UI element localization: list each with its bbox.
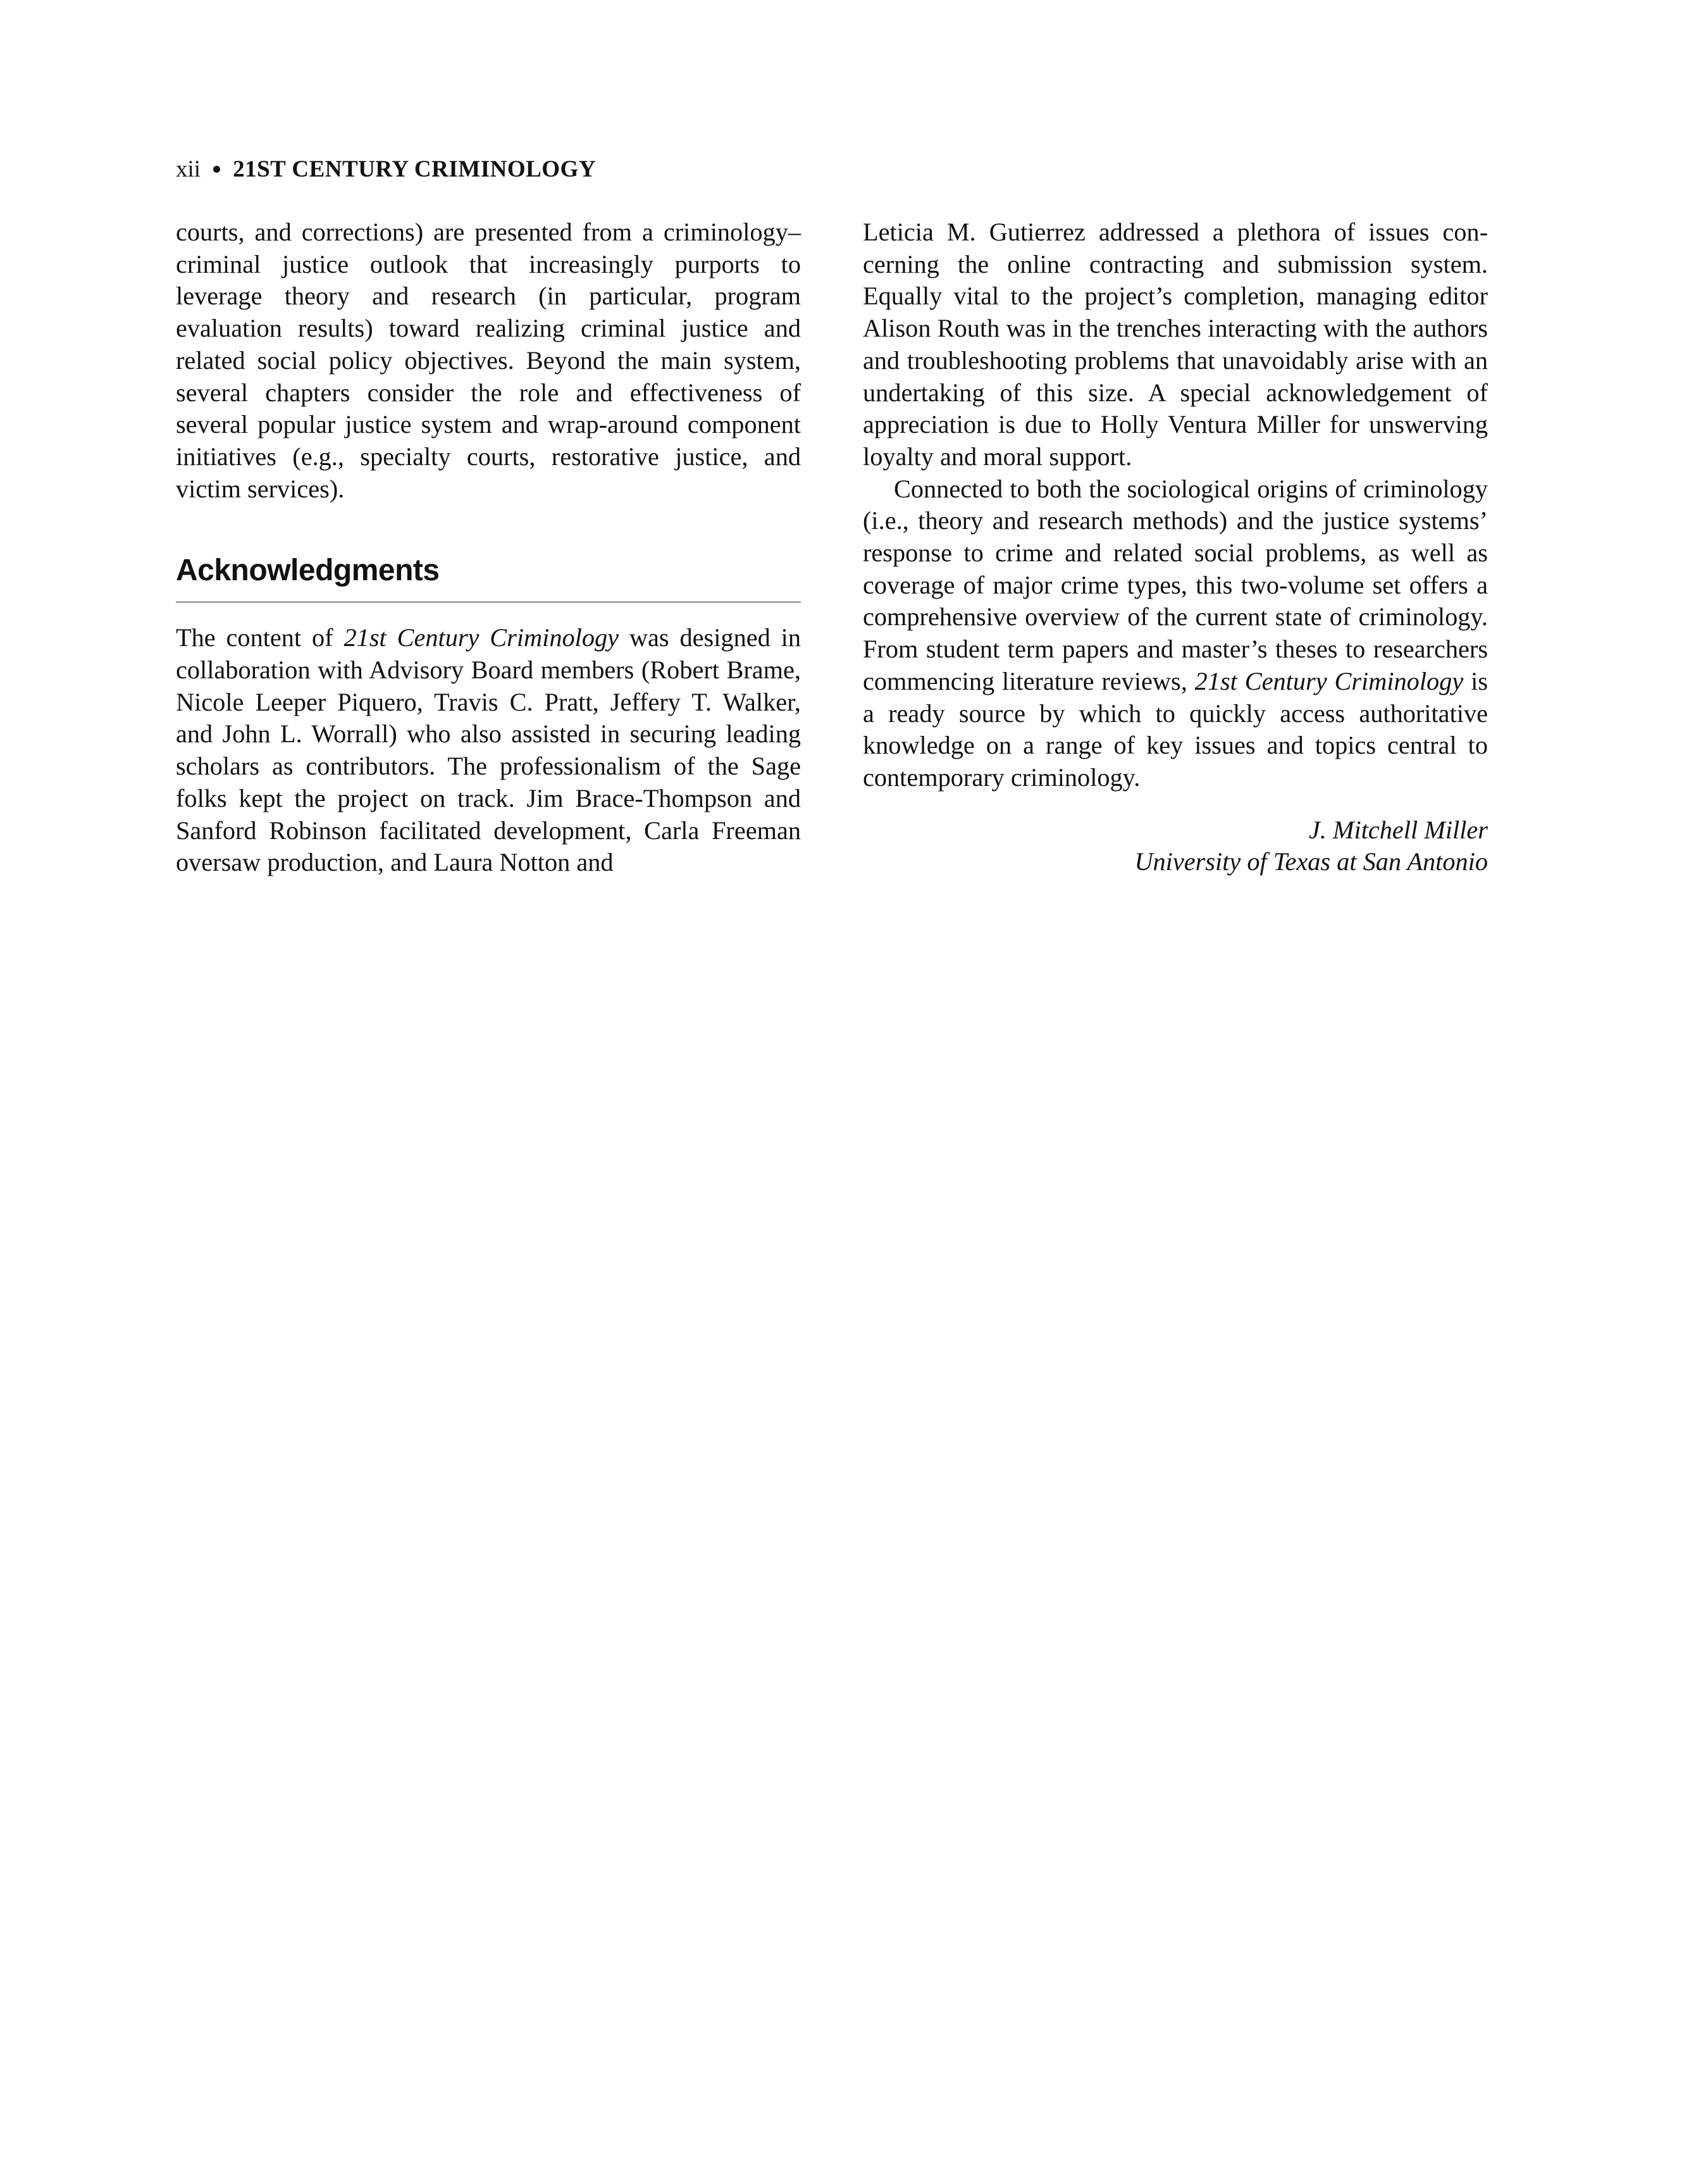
left-column — [176, 216, 801, 879]
signature-affiliation: University of Texas at San Antonio — [1134, 847, 1488, 876]
acknowledgments-continued-paragraph: Leticia M. Gutierrez addressed a plethora of issues concerning the online contracting and submission system. Equally vital to the project’s completion, managing editor Alison Routh was in the trenches interacting with the authors and troubleshooting problems that unavoidably arise with an undertaking of this size. A special acknowledgement of appreciation is due to Holly Ventura Miller for unswerving loyalty and moral support. — [863, 218, 1488, 471]
running-head-title: 21ST CENTURY CRIMINOLOGY — [233, 156, 597, 182]
signature-block — [863, 814, 1488, 878]
book-title-italic: 21st Century Criminology — [343, 623, 619, 652]
ack-text-start: The content of — [176, 623, 344, 652]
running-head — [176, 154, 596, 185]
continued-paragraph: courts, and corrections) are presented from a criminology–criminal justice outlook that increasingly purports to leverage theory and research (in particular, program evaluation results) toward realizing criminal justice and related social policy objectives. Beyond the main system, several chapters consider the role and effectiveness of several popular justice system and wrap-around component initiatives (e.g., specialty courts, restorative justice, and victim services). — [176, 218, 801, 503]
closing-text-start: Connected to both the sociological origins of criminology (i.e., theory and research methods) and the justice systems’ response to crime and related social problems, as well as coverage of major crime types, this two-volume set offers a comprehensive overview of the current state of criminology. From student term papers and master’s theses to researchers commencing literature reviews, — [863, 474, 1488, 695]
closing-text-end: is a ready source by which to quickly access authoritative knowledge on a range of key issues and topics central to contemporary criminology. — [863, 666, 1488, 792]
page-number: xii — [176, 156, 201, 182]
signature-name: J. Mitchell Miller — [1308, 815, 1488, 844]
acknowledgments-paragraph — [176, 622, 801, 879]
right-column — [863, 216, 1488, 878]
ack-text-end: was designed in collaboration with Advisory Board members (Robert Brame, Nicole Leeper Piquero, Travis C. Pratt, Jeffery T. Walker, and John L. Worrall) who also assisted in securing leading scholars as contributors. The professionalism of the Sage folks kept the project on track. Jim Brace-Thompson and Sanford Robinson facilitated development, Carla Freeman oversaw production, and Laura Notton and — [176, 623, 801, 877]
closing-paragraph — [863, 473, 1488, 794]
section-heading-acknowledgments: Acknowledgments — [176, 552, 801, 603]
book-title-italic: 21st Century Criminology — [1194, 666, 1464, 695]
bullet-separator-icon — [213, 166, 220, 173]
